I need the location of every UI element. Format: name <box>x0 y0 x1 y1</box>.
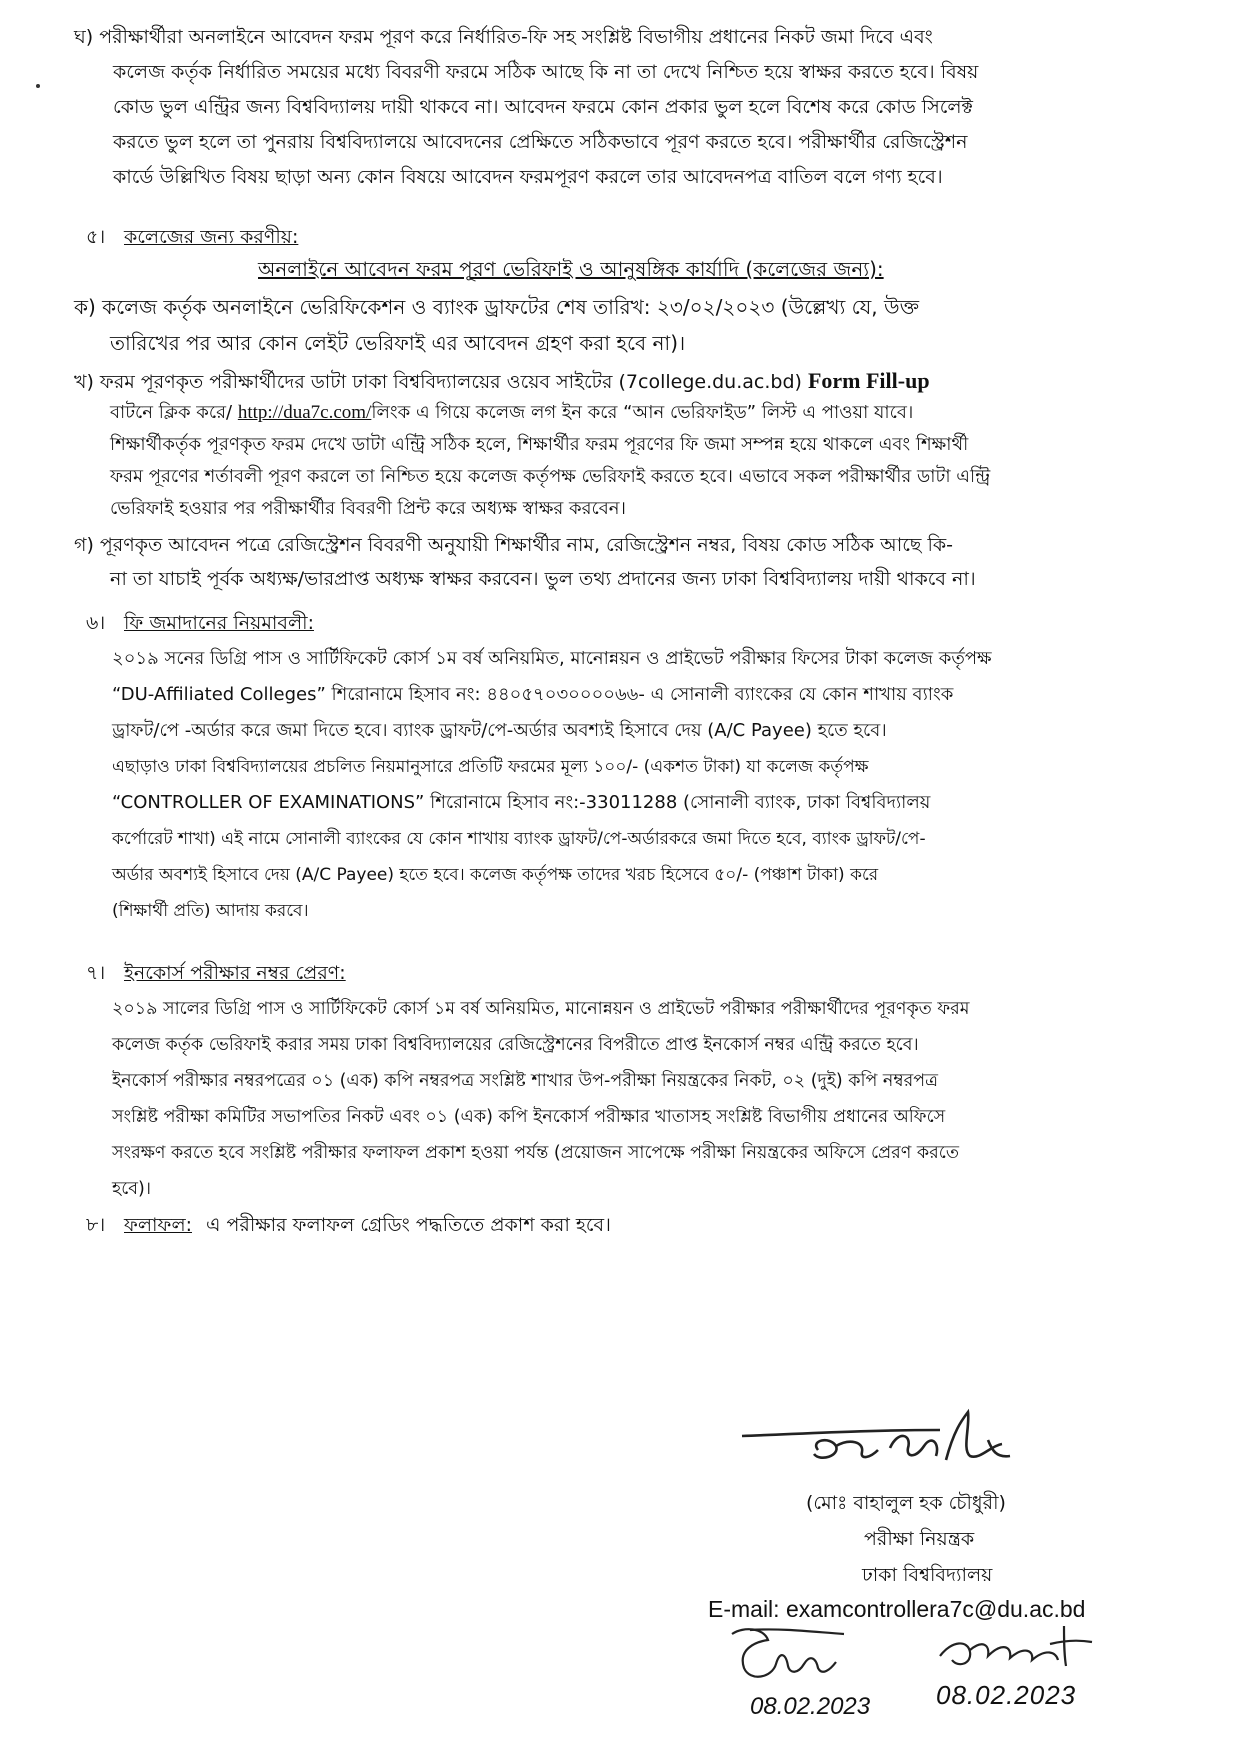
signatory-institution: ঢাকা বিশ্ববিদ্যালয় <box>862 1564 993 1586</box>
section-5-number: ৫। <box>86 226 106 248</box>
controller-signature <box>740 1400 1100 1490</box>
dua7c-link[interactable]: http://dua7c.com/ <box>237 402 372 423</box>
gha-line-5: কার্ডে উল্লিখিত বিষয় ছাড়া অন্য কোন বিষয়ে আবেদন ফরমপূরণ করলে তার আবেদনপত্র বাতিল বলে গণ্য হবে। <box>113 166 943 188</box>
fee-line-3: ড্রাফট/পে -অর্ডার করে জমা দিতে হবে। ব্যাংক ড্রাফট/পে-অর্ডার অবশ্যই হিসাবে দেয় (A/C Payee) হতে হবে। <box>112 720 887 741</box>
gha-line-3: কোড ভুল এন্ট্রির জন্য বিশ্ববিদ্যালয় দায়ী থাকবে না। আবেদন ফরমে কোন প্রকার ভুল হলে বিশেষ করে কোড সিলেক্ট <box>113 96 974 118</box>
incourse-line-4: সংশ্লিষ্ট পরীক্ষা কমিটির সভাপতির নিকট এবং ০১ (এক) কপি ইনকোর্স পরীক্ষার খাতাসহ সংশ্লিষ্ট বিভাগীয় প্রধানের অফিসে <box>112 1107 946 1127</box>
kha-line-3: শিক্ষার্থীকর্তৃক পূরণকৃত ফরম দেখে ডাটা এন্ট্রি সঠিক হলে, শিক্ষার্থীর ফরম পূরণের ফি জমা সম্পন্ন হয়ে থাকলে এবং শিক্ষার্থী <box>110 434 969 455</box>
fee-line-5: “CONTROLLER OF EXAMINATIONS” শিরোনামে হিসাব নং:-33011288 (সোনালী ব্যাংক, ঢাকা বিশ্ববিদ্যালয় <box>112 792 931 813</box>
kha-line-5: ভেরিফাই হওয়ার পর পরীক্ষার্থীর বিবরণী প্রিন্ট করে অধ্যক্ষ স্বাক্ষর করবেন। <box>110 498 626 519</box>
fee-line-8: (শিক্ষার্থী প্রতি) আদায় করবে। <box>112 901 309 921</box>
kha-line-2 <box>110 396 913 430</box>
gha-line-4: করতে ভুল হলে তা পুনরায় বিশ্ববিদ্যালয়ে আবেদনের প্রেক্ষিতে সঠিকভাবে পূরণ করতে হবে। পরীক্ষার্থীর রেজিস্ট্রেশন <box>113 131 968 153</box>
gha-line-2: কলেজ কর্তৃক নির্ধারিত সময়ের মধ্যে বিবরণী ফরমে সঠিক আছে কি না তা দেখে নিশ্চিত হয়ে স্বাক্ষর করতে হবে। বিষয় <box>113 61 979 83</box>
kha-line-1 <box>74 364 930 399</box>
incourse-line-1: ২০১৯ সালের ডিগ্রি পাস ও সার্টিফিকেট কোর্স ১ম বর্ষ অনিয়মিত, মানোন্নয়ন ও প্রাইভেট পরীক্ষার পরীক্ষার্থীদের পূরণকৃত ফরম <box>112 999 970 1019</box>
section-8-heading: ফলাফল: <box>124 1214 192 1236</box>
kha-line-4: ফরম পূরণের শর্তাবলী পূরণ করলে তা নিশ্চিত হয়ে কলেজ কর্তৃপক্ষ ভেরিফাই করতে হবে। এভাবে সকল পরীক্ষার্থীর ডাটা এন্ট্রি <box>110 466 991 487</box>
signatory-name: (মোঃ বাহালুল হক চৌধুরী) <box>806 1492 1006 1514</box>
section-8-text: এ পরীক্ষার ফলাফল গ্রেডিং পদ্ধতিতে প্রকাশ করা হবে। <box>206 1214 611 1236</box>
fee-line-6: কর্পোরেট শাখা) এই নামে সোনালী ব্যাংকের যে কোন শাখায় ব্যাংক ড্রাফট/পে-অর্ডারকরে জমা দিতে হবে, ব্যাংক ড্রাফট/পে- <box>112 829 926 849</box>
scan-speck <box>36 84 40 88</box>
initial-signature-left <box>724 1624 874 1688</box>
initial-date-right: 08.02.2023 <box>936 1680 1077 1710</box>
ka-line-1: ক) কলেজ কর্তৃক অনলাইনে ভেরিফিকেশন ও ব্যাংক ড্রাফটের শেষ তারিখ: ২৩/০২/২০২৩ (উল্লেখ্য যে, উক্ত <box>74 295 920 319</box>
kha-line-2-text-a: বাটনে ক্লিক করে/ <box>110 402 233 423</box>
fee-line-1: ২০১৯ সনের ডিগ্রি পাস ও সার্টিফিকেট কোর্স ১ম বর্ষ অনিয়মিত, মানোন্নয়ন ও প্রাইভেট পরীক্ষার ফিসের টাকা কলেজ কর্তৃপক্ষ <box>112 648 992 669</box>
section-8-number: ৮। <box>86 1214 106 1236</box>
incourse-line-6: হবে)। <box>112 1179 152 1199</box>
signatory-designation: পরীক্ষা নিয়ন্ত্রক <box>864 1528 975 1550</box>
kha-line-1-text: খ) ফরম পূরণকৃত পরীক্ষার্থীদের ডাটা ঢাকা বিশ্ববিদ্যালয়ের ওয়েব সাইটের (7college.du.ac.bd) <box>74 371 802 393</box>
ka-line-2: তারিখের পর আর কোন লেইট ভেরিফাই এর আবেদন গ্রহণ করা হবে না)। <box>110 331 686 355</box>
incourse-line-2: কলেজ কর্তৃক ভেরিফাই করার সময় ঢাকা বিশ্ববিদ্যালয়ের রেজিস্ট্রেশনের বিপরীতে প্রাপ্ত ইনকোর্স নম্বর এন্ট্রি করতে হবে। <box>112 1035 919 1055</box>
section-7-number: ৭। <box>86 962 106 984</box>
initial-date-left: 08.02.2023 <box>750 1693 871 1720</box>
section-6-heading: ফি জমাদানের নিয়মাবলী: <box>124 612 314 634</box>
incourse-line-5: সংরক্ষণ করতে হবে সংশ্লিষ্ট পরীক্ষার ফলাফল প্রকাশ হওয়া পর্যন্ত (প্রয়োজন সাপেক্ষে পরীক্ষা নিয়ন্ত্রকের অফিসে প্রেরণ করতে <box>112 1143 959 1163</box>
fee-line-2: “DU-Affiliated Colleges” শিরোনামে হিসাব নং: ৪৪০৫৭০৩০০০০৬৬- এ সোনালী ব্যাংকের যে কোন শাখায় ব্যাংক <box>112 684 954 705</box>
fee-line-7: অর্ডার অবশ্যই হিসাবে দেয় (A/C Payee) হতে হবে। কলেজ কর্তৃপক্ষ তাদের খরচ হিসেবে ৫০/- (পঞ্চাশ টাকা) করে <box>112 865 879 885</box>
kha-line-2-text-b: লিংক এ গিয়ে কলেজ লগ ইন করে “আন ভেরিফাইড” লিস্ট এ পাওয়া যাবে। <box>371 402 914 423</box>
section-5-heading: কলেজের জন্য করণীয়: <box>124 226 299 248</box>
ga-line-1: গ) পূরণকৃত আবেদন পত্রে রেজিস্ট্রেশন বিবরণী অনুযায়ী শিক্ষার্থীর নাম, রেজিস্ট্রেশন নম্বর, বিষয় কোড সঠিক আছে কি- <box>74 534 954 556</box>
fee-line-4: এছাড়াও ঢাকা বিশ্ববিদ্যালয়ের প্রচলিত নিয়মানুসারে প্রতিটি ফরমের মূল্য ১০০/- (একশত টাকা) যা কলেজ কর্তৃপক্ষ <box>112 757 869 777</box>
initial-signature-right <box>930 1620 1110 1680</box>
signatory-email: E-mail: examcontrollera7c@du.ac.bd <box>708 1596 1086 1622</box>
section-5-subtitle: অনলাইনে আবেদন ফরম পূরণ ভেরিফাই ও আনুষঙ্গিক কার্যাদি (কলেজের জন্য): <box>258 257 884 281</box>
section-7-heading: ইনকোর্স পরীক্ষার নম্বর প্রেরণ: <box>124 962 346 984</box>
ga-line-2: না তা যাচাই পূর্বক অধ্যক্ষ/ভারপ্রাপ্ত অধ্যক্ষ স্বাক্ষর করবেন। ভুল তথ্য প্রদানের জন্য ঢাকা বিশ্ববিদ্যালয় দায়ী থাকবে না। <box>110 568 976 590</box>
gha-line-1: ঘ) পরীক্ষার্থীরা অনলাইনে আবেদন ফরম পূরণ করে নির্ধারিত-ফি সহ সংশ্লিষ্ট বিভাগীয় প্রধানের নিকট জমা দিবে এবং <box>74 26 933 48</box>
incourse-line-3: ইনকোর্স পরীক্ষার নম্বরপত্রের ০১ (এক) কপি নম্বরপত্র সংশ্লিষ্ট শাখার উপ-পরীক্ষা নিয়ন্ত্রকের নিকট, ০২ (দুই) কপি নম্বরপত্র <box>112 1071 939 1091</box>
form-fillup-label: Form Fill-up <box>807 368 930 393</box>
section-6-number: ৬। <box>86 612 106 634</box>
